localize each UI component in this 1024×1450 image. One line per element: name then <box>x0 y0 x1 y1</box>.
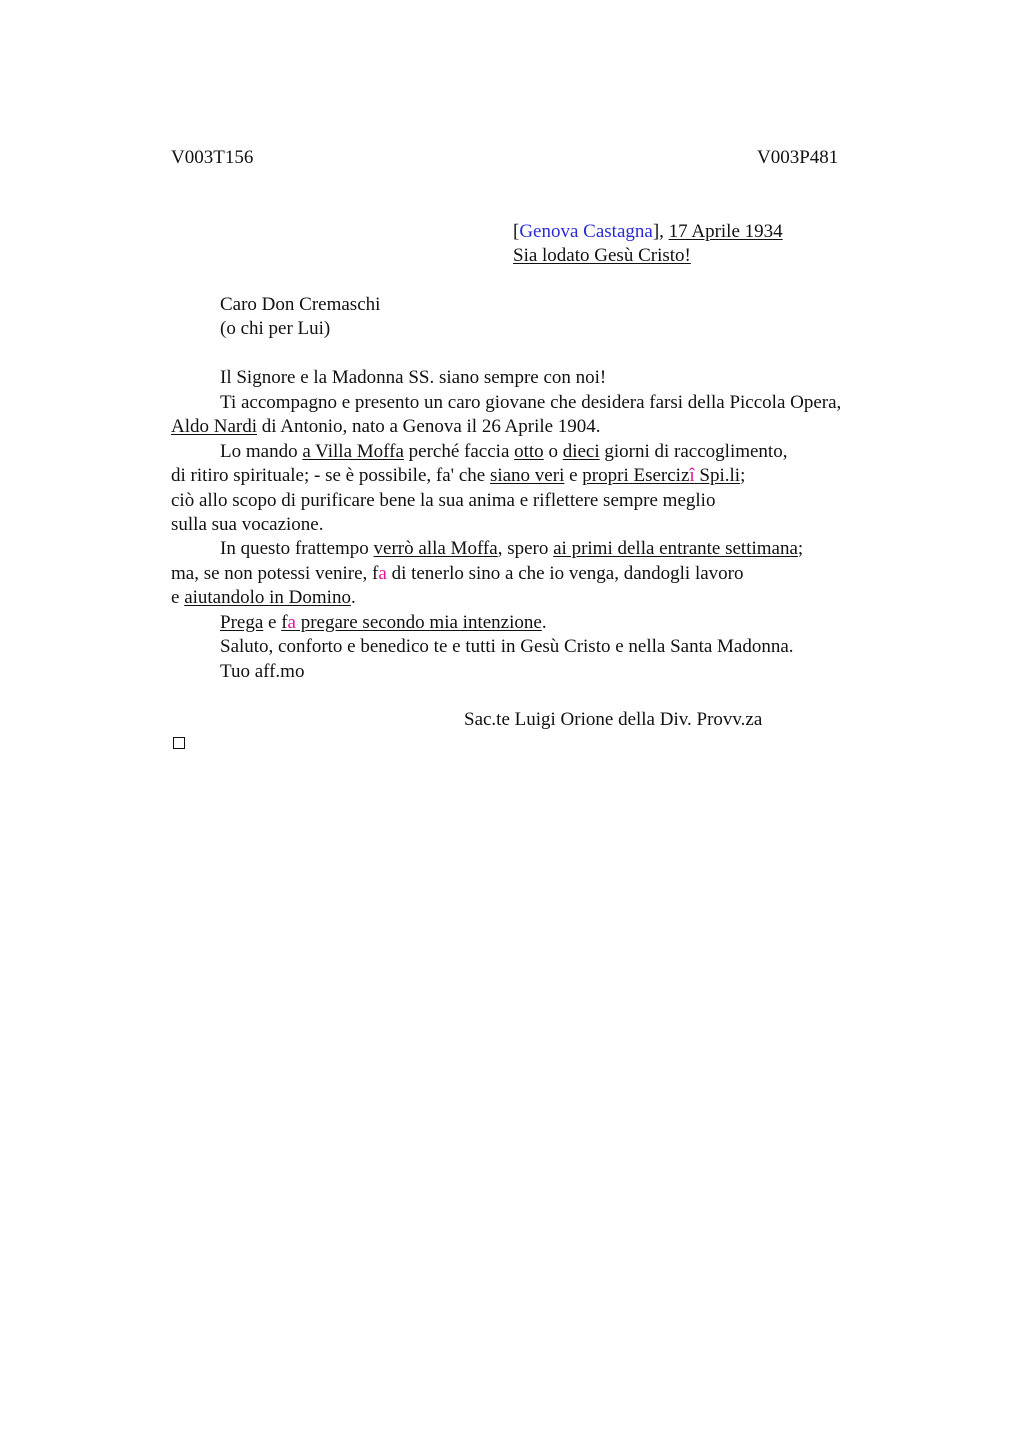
correction-mark: a <box>378 563 387 584</box>
body-line-1: Il Signore e la Madonna SS. siano sempre con noi! <box>220 367 607 388</box>
body-text: , spero <box>497 538 554 559</box>
body-line-4 <box>220 440 787 464</box>
checkbox-icon <box>173 737 185 749</box>
underlined-text <box>281 612 542 633</box>
body-line-10 <box>171 586 356 610</box>
body-text: In questo frattempo <box>220 538 374 559</box>
body-line-6: ciò allo scopo di purificare bene la sua anima e riflettere sempre meglio <box>171 490 716 511</box>
body-text: ma, se non potessi venire, f <box>171 563 379 584</box>
signature: Sac.te Luigi Orione della Div. Provv.za <box>464 709 763 730</box>
body-text: di ritiro spirituale; - se è possibile, fa' che <box>171 465 490 486</box>
person-name: Aldo Nardi <box>171 416 258 437</box>
underlined-text: Prega <box>220 612 264 633</box>
body-line-12: Saluto, conforto e benedico te e tutti in Gesù Cristo e nella Santa Madonna. <box>220 636 794 657</box>
invocation: Sia lodato Gesù Cristo! <box>513 245 691 266</box>
body-text: ; <box>797 538 804 559</box>
letter-date: 17 Aprile 1934 <box>668 221 783 242</box>
body-text: o <box>543 441 563 462</box>
body-line-2: Ti accompagno e presento un caro giovane che desidera farsi della Piccola Opera, <box>220 392 842 413</box>
bracket-close: ], <box>652 221 669 242</box>
underlined-text: ai primi della entrante settimana <box>553 538 798 559</box>
body-text: . <box>541 612 547 633</box>
underlined-text: verrò alla Moffa <box>373 538 498 559</box>
underlined-text: otto <box>514 441 544 462</box>
correction-mark: a <box>287 612 296 633</box>
body-line-3 <box>171 415 601 439</box>
underlined-text: siano veri <box>489 465 565 486</box>
salutation-line-1: Caro Don Cremaschi <box>220 294 381 315</box>
document-code-left: V003T156 <box>171 147 254 168</box>
body-text: propri Eserciz <box>582 465 690 486</box>
body-line-7: sulla sua vocazione. <box>171 514 324 535</box>
bracket-open: [ <box>513 221 520 242</box>
body-line-9 <box>171 562 744 586</box>
body-text: Spi.li <box>694 465 741 486</box>
body-text: Lo mando <box>220 441 303 462</box>
underlined-text: a Villa Moffa <box>302 441 404 462</box>
body-text: giorni di raccoglimento, <box>599 441 788 462</box>
body-text: e <box>564 465 583 486</box>
underlined-text: aiutandolo in Domino <box>184 587 351 608</box>
underlined-text: dieci <box>562 441 600 462</box>
body-text: di Antonio, nato a Genova il 26 Aprile 1904. <box>257 416 601 437</box>
dateline <box>513 220 783 244</box>
body-text: e <box>171 587 185 608</box>
body-line-5 <box>171 464 745 488</box>
body-text: f <box>281 612 288 633</box>
body-text: . <box>350 587 356 608</box>
salutation-line-2: (o chi per Lui) <box>220 318 331 339</box>
body-text: pregare secondo mia intenzione <box>295 612 542 633</box>
body-text: di tenerlo sino a che io venga, dandogli lavoro <box>386 563 744 584</box>
body-text: ; <box>740 465 746 486</box>
body-text: perché faccia <box>403 441 515 462</box>
underlined-text <box>582 465 740 486</box>
body-text: e <box>263 612 282 633</box>
place-name: Genova Castagna <box>519 221 653 242</box>
document-code-right: V003P481 <box>757 147 839 168</box>
correction-mark: î <box>689 465 695 486</box>
body-line-8 <box>220 537 803 561</box>
closing: Tuo aff.mo <box>220 661 305 682</box>
body-line-11 <box>220 611 547 635</box>
